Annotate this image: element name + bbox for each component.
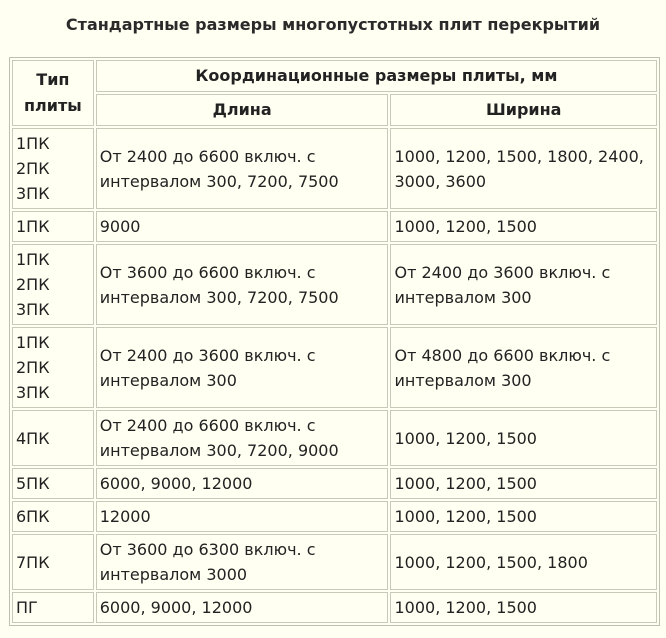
cell-length: От 3600 до 6600 включ. с интервалом 300, 7200, 7500 xyxy=(96,244,389,325)
table-row xyxy=(12,211,657,242)
cell-width: 1000, 1200, 1500, 1800 xyxy=(390,534,657,590)
cell-length: От 2400 до 6600 включ. с интервалом 300, 7200, 9000 xyxy=(96,410,389,466)
cell-slab-type: 6ПК xyxy=(12,501,94,532)
cell-slab-type: 1ПК 2ПК 3ПК xyxy=(12,128,94,209)
cell-slab-type: 5ПК xyxy=(12,468,94,499)
cell-slab-type: 4ПК xyxy=(12,410,94,466)
cell-width: 1000, 1200, 1500 xyxy=(390,410,657,466)
table-row xyxy=(12,501,657,532)
cell-length: 6000, 9000, 12000 xyxy=(96,468,389,499)
cell-slab-type: 1ПК xyxy=(12,211,94,242)
cell-width: От 2400 до 3600 включ. с интервалом 300 xyxy=(390,244,657,325)
cell-slab-type: 1ПК 2ПК 3ПК xyxy=(12,244,94,325)
header-row-1 xyxy=(12,60,657,92)
table-row xyxy=(12,327,657,408)
header-width: Ширина xyxy=(390,94,657,126)
table-row xyxy=(12,468,657,499)
cell-width: 1000, 1200, 1500 xyxy=(390,592,657,623)
cell-length: От 2400 до 3600 включ. с интервалом 300 xyxy=(96,327,389,408)
cell-length: От 2400 до 6600 включ. с интервалом 300, 7200, 7500 xyxy=(96,128,389,209)
cell-slab-type: 1ПК 2ПК 3ПК xyxy=(12,327,94,408)
table-row xyxy=(12,410,657,466)
table-row xyxy=(12,592,657,623)
cell-slab-type: ПГ xyxy=(12,592,94,623)
table-row xyxy=(12,244,657,325)
cell-width: 1000, 1200, 1500 xyxy=(390,501,657,532)
header-row-2 xyxy=(12,94,657,126)
cell-length: 6000, 9000, 12000 xyxy=(96,592,389,623)
cell-width: 1000, 1200, 1500 xyxy=(390,211,657,242)
header-coordination-sizes: Координационные размеры плиты, мм xyxy=(96,60,657,92)
header-slab-type: Тип плиты xyxy=(12,60,94,126)
cell-width: От 4800 до 6600 включ. с интервалом 300 xyxy=(390,327,657,408)
cell-length: 9000 xyxy=(96,211,389,242)
cell-width: 1000, 1200, 1500, 1800, 2400, 3000, 3600 xyxy=(390,128,657,209)
page-title: Стандартные размеры многопустотных плит перекрытий xyxy=(65,15,601,34)
cell-width: 1000, 1200, 1500 xyxy=(390,468,657,499)
cell-slab-type: 7ПК xyxy=(12,534,94,590)
table-row xyxy=(12,534,657,590)
cell-length: От 3600 до 6300 включ. с интервалом 3000 xyxy=(96,534,389,590)
slab-sizes-table xyxy=(9,57,660,626)
cell-length: 12000 xyxy=(96,501,389,532)
table-row xyxy=(12,128,657,209)
header-length: Длина xyxy=(96,94,389,126)
